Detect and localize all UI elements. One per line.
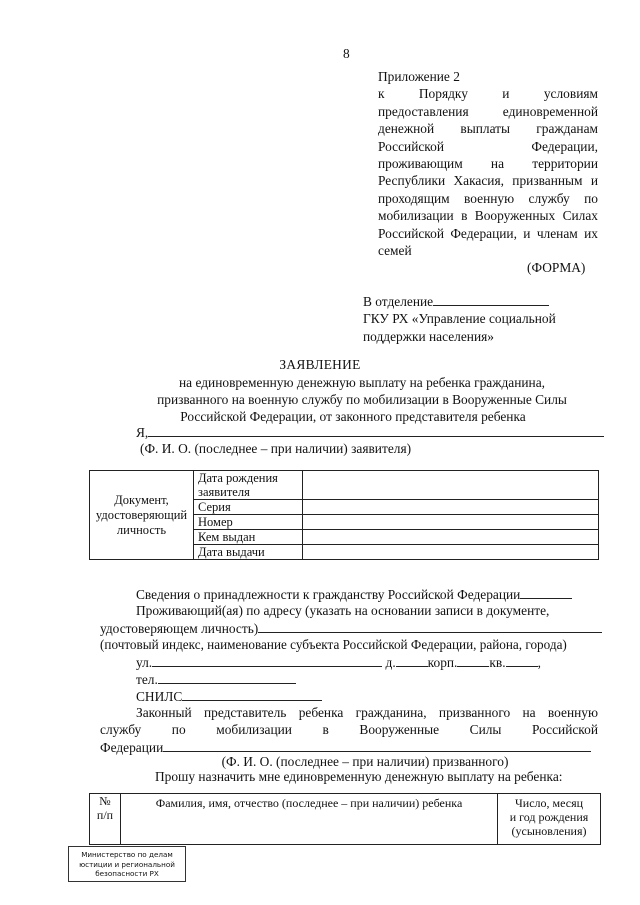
citizenship-blank [520,586,572,599]
applicant-prefix: Я, [136,425,149,440]
statement-subtitle-1: на единовременную денежную выплату на ребенка гражданина, [179,375,545,390]
request-line: Прошу назначить мне единовременную денежную выплату на ребенка: [155,769,563,784]
representative-line-1: Законный представитель ребенка гражданина, призванного на военную [136,705,598,720]
statement-subtitle-3: Российской Федерации, от законного представителя ребенка [180,409,526,424]
house-blank [396,654,428,667]
phone-label: тел. [136,672,158,687]
citizenship-text: Сведения о принадлежности к гражданству Российской Федерации [136,587,521,602]
apartment-blank [506,654,538,667]
appendix-block [378,68,598,259]
appendix-line: проживающим на территории [378,156,598,172]
id-row-label: Кем выдан [194,530,303,545]
id-row-label: Дата выдачи [194,545,303,560]
appendix-line: предоставления единовременной [378,103,598,119]
appendix-line: Российской Федерации, [378,138,598,154]
street-label: ул. [136,655,153,670]
phone-line [136,671,296,688]
ministry-stamp [68,846,186,882]
id-row-value[interactable] [303,530,599,545]
addressee-line-1 [363,293,549,310]
appendix-line: денежной выплаты гражданам [378,121,598,137]
applicant-caption: (Ф. И. О. (последнее – при наличии) заявителя) [140,441,412,456]
phone-blank [158,671,296,684]
stamp-line-2: юстиции и региональной [79,859,175,869]
street-blank [152,654,382,667]
representative-line-2: службу по мобилизации в Вооруженные Силы Российской [100,722,598,737]
address-caption: (почтовый индекс, наименование субъекта Российской Федерации, района, города) [100,637,567,652]
children-table [89,793,601,845]
col-number-line-2: п/п [96,808,114,822]
appendix-line: Российской Федерации, и членам их [378,225,598,241]
col-dob-line-3: (усыновления) [511,824,587,838]
appendix-line: проходящим военную службу по [378,190,598,206]
col-number-header [90,794,121,845]
id-document-table [89,470,599,560]
federation-text: Федерации [100,740,164,755]
department-blank [433,293,549,306]
appendix-title: Приложение 2 [378,69,460,84]
stamp-line-3: безопасности РХ [95,869,159,878]
conscript-name-blank [163,739,591,752]
col-dob-line-2: и год рождения [509,810,589,824]
addressee-line-2: ГКУ РХ «Управление социальной [363,311,556,326]
form-label: (ФОРМА) [527,260,586,275]
snils-blank [182,688,322,701]
snils-line [136,688,322,705]
residence-text: удостоверяющем личность) [100,621,259,636]
statement-subtitle-2: призванного на военную службу по мобилизации в Вооруженные Силы [157,392,567,407]
appendix-line: к Порядку и условиям [378,86,598,102]
id-row-value[interactable] [303,515,599,530]
addressee-line-3: поддержки населения» [363,329,494,344]
apartment-label: кв. [489,655,506,670]
col-dob-line-1: Число, месяц [514,796,584,810]
col-number-line-1: № [99,794,111,808]
residence-blank [258,620,602,633]
id-row-value[interactable] [303,500,599,515]
house-label: д. [385,655,396,670]
conscript-caption: (Ф. И. О. (последнее – при наличии) призванного) [221,754,509,769]
statement-title: ЗАЯВЛЕНИЕ [279,357,361,372]
building-label: корп. [427,655,458,670]
addressee-department: В отделение [363,294,434,309]
applicant-line [136,424,604,441]
appendix-line: Республики Хакасия, призванным и [378,173,598,189]
residence-line-2 [100,620,602,637]
address-line: ул. д. корп. кв. , [136,655,541,670]
id-row-label: Номер [194,515,303,530]
appendix-line: мобилизации в Вооруженных Силах [378,208,598,224]
appendix-last-line: семей [378,243,412,259]
id-row-label: Дата рождения заявителя [194,471,303,500]
col-name-header: Фамилия, имя, отчество (последнее – при наличии) ребенка [121,794,498,845]
citizenship-line [136,586,572,603]
id-group-label: Документ, удостоверяющий личность [90,471,194,560]
id-row-value[interactable] [303,471,599,500]
stamp-line-1: Министерство по делам [81,850,173,859]
snils-label: СНИЛС [136,689,183,704]
page-number: 8 [343,46,350,61]
id-row-value[interactable] [303,545,599,560]
building-blank [457,654,489,667]
applicant-name-blank [148,424,604,437]
col-dob-header [498,794,601,845]
id-row-label: Серия [194,500,303,515]
residence-line-1: Проживающий(ая) по адресу (указать на основании записи в документе, [136,603,550,618]
